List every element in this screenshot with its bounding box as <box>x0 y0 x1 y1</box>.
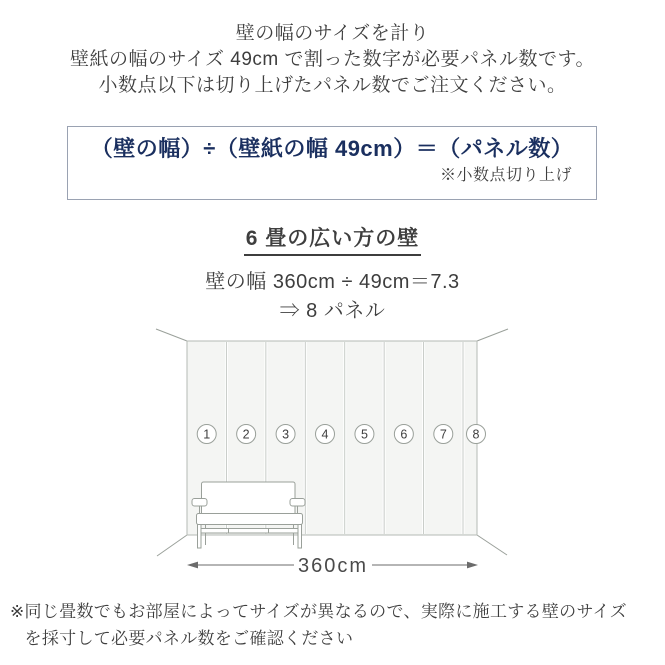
footnote-marker: ※ <box>10 602 25 621</box>
panel-number-6: 6 <box>400 427 408 442</box>
formula-rounding-note: ※小数点切り上げ <box>439 167 572 184</box>
example-heading: 6 畳の広い方の壁 <box>244 226 422 256</box>
footnote-line-1: 同じ畳数でもお部屋によってサイズが異なるので、実際に施工する壁のサイズ <box>24 602 627 621</box>
footnote-text <box>25 598 627 652</box>
intro-text <box>0 21 665 99</box>
wall-diagram <box>140 318 525 580</box>
example-heading-row <box>0 226 665 256</box>
panel-number-4: 4 <box>321 427 329 442</box>
bench-leg-right <box>298 525 302 549</box>
formula-text: （壁の幅）÷（壁紙の幅 49cm）＝（パネル数） <box>90 136 574 161</box>
intro-line-3: 小数点以下は切り上げたパネル数でご注文ください。 <box>98 75 567 96</box>
footnote <box>10 598 627 652</box>
footnote-line-2: を採寸して必要パネル数をご確認ください <box>24 629 354 648</box>
bench-armrest-right <box>290 499 305 507</box>
example-calculation: 壁の幅 360cm ÷ 49cm＝7.3 <box>205 271 460 293</box>
arrowhead-left <box>187 562 198 569</box>
panel-number-1: 1 <box>203 427 211 442</box>
panel-number-3: 3 <box>282 427 290 442</box>
bench-seat <box>197 514 303 525</box>
bench-illustration <box>192 482 305 548</box>
panel-number-5: 5 <box>360 427 368 442</box>
bench-rail <box>201 529 298 534</box>
intro-line-2: 壁紙の幅のサイズ 49cm で割った数字が必要パネル数です。 <box>70 49 595 70</box>
arrowhead-right <box>467 562 478 569</box>
bench-leg-left <box>198 525 202 549</box>
panel-number-7: 7 <box>439 427 447 442</box>
formula-box <box>67 126 597 200</box>
dimension-label: 360cm <box>297 555 369 577</box>
bench-backrest <box>202 482 296 515</box>
panel-number-2: 2 <box>242 427 250 442</box>
example-result: ⇒ 8 パネル <box>279 300 386 322</box>
intro-line-1: 壁の幅のサイズを計り <box>235 23 430 44</box>
bench-armrest-left <box>192 499 207 507</box>
panel-number-8: 8 <box>472 427 480 442</box>
